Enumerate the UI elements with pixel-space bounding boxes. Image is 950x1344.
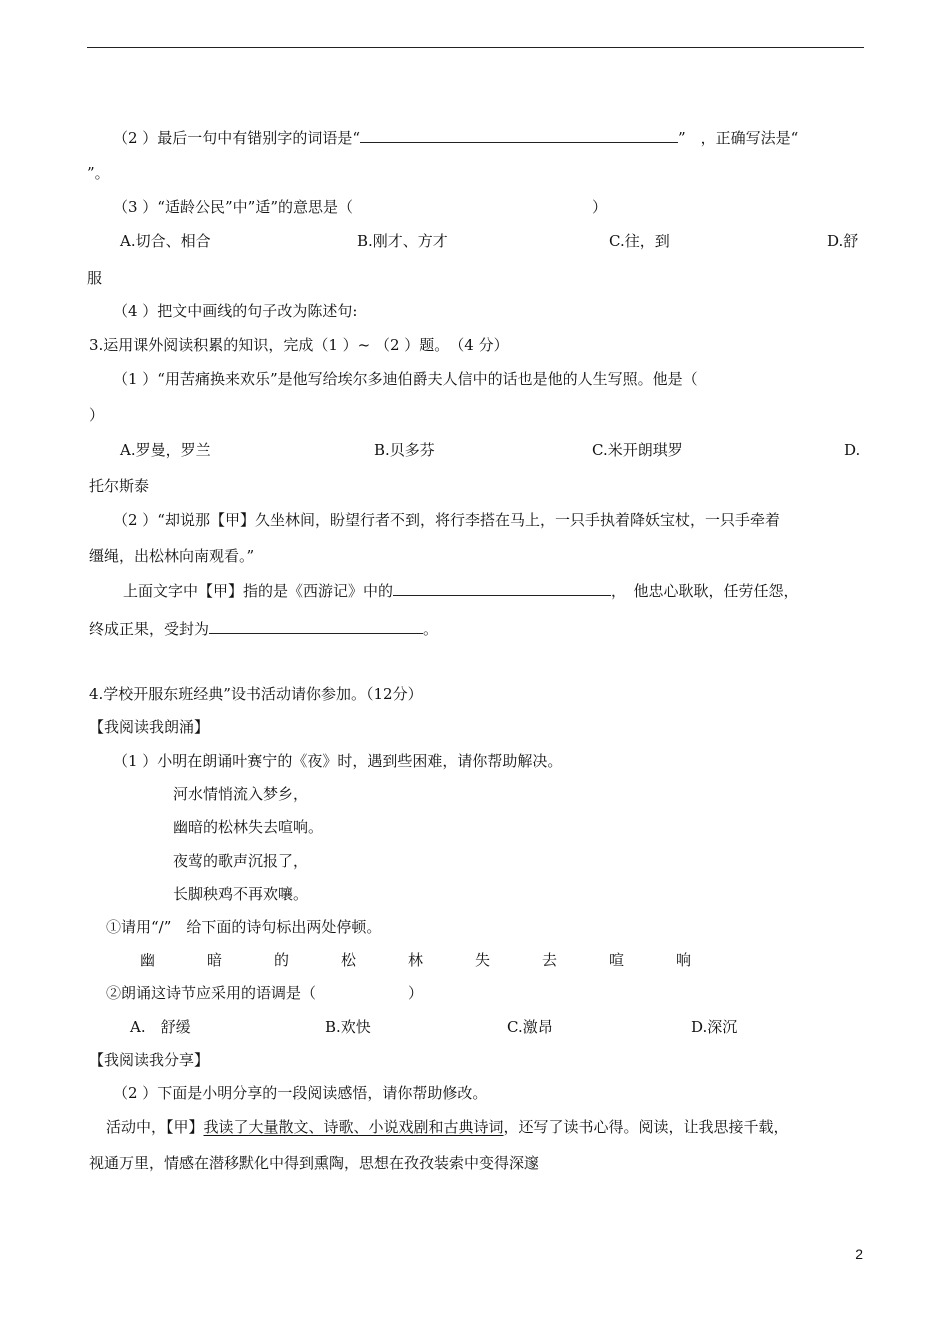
q2-3-close-paren: ） <box>592 198 608 216</box>
q2-3-option-a: A.切合、相合 <box>120 232 211 250</box>
q3-2-answer-blank-1[interactable] <box>393 580 611 596</box>
q4-item-1: ①请用“/” 给下面的诗句标出两处停顿。 <box>106 918 382 936</box>
q3-2-line3-suffix: ， 他忠心耿耿，任劳任怨， <box>611 582 799 600</box>
q4-2-paragraph-line2: 视通万里，情感在潜移默化中得到熏陶，思想在孜孜装索中变得深邃 <box>89 1154 540 1172</box>
q4-title: 4.学校开服东班经典”设书活动请你参加。（12分） <box>89 685 423 703</box>
q3-1-close-paren: ） <box>89 406 105 424</box>
q3-1-option-c: C.米开朗琪罗 <box>592 441 683 459</box>
q4-2-paragraph-line1 <box>106 1117 789 1137</box>
poem-line-3: 夜莺的歌声沉报了， <box>173 852 309 870</box>
header-rule <box>87 47 864 48</box>
q4-option-d: D.深沉 <box>691 1018 738 1036</box>
q3-2-line2: 缰绳，出松林向南观看。” <box>89 547 255 565</box>
q4-section-1-heading: 【我阅读我朗涌】 <box>89 718 210 736</box>
q3-2-line4 <box>89 618 438 639</box>
q4-item-2: ②朗诵这诗节应采用的语调是（ <box>106 984 317 1002</box>
q3-2-line3 <box>123 580 799 601</box>
q4-option-b: B.欢快 <box>325 1018 371 1036</box>
q2-2-middle: ” ，正确写法是“ <box>677 129 799 147</box>
q4-1-question: （1 ）小明在朗诵叶赛宁的《夜》时，遇到些困难，请你帮助解决。 <box>113 752 563 770</box>
poem-char-2[interactable]: 暗 <box>207 951 223 969</box>
q2-2-prefix: （2 ）最后一句中有错别字的词语是“ <box>113 129 360 147</box>
q3-2-line3-prefix: 上面文字中【甲】指的是《西游记》中的 <box>123 582 394 600</box>
q2-3-option-c: C.往，到 <box>609 232 670 250</box>
poem-char-8[interactable]: 喧 <box>609 951 625 969</box>
paragraph-underlined-sentence: 我读了大量散文、诗歌、小说戏剧和古典诗词 <box>203 1118 504 1136</box>
poem-char-4[interactable]: 松 <box>341 951 357 969</box>
q2-3-option-d-cont: 服 <box>87 269 103 287</box>
q2-3-option-b: B.刚才、方才 <box>357 232 448 250</box>
poem-char-7[interactable]: 去 <box>542 951 558 969</box>
q4-option-c: C.激昂 <box>507 1018 553 1036</box>
q2-4-question: （4 ）把文中画线的句子改为陈述句: <box>113 302 358 320</box>
q2-3-question: （3 ）“适龄公民”中”适”的意思是（ <box>113 198 353 216</box>
poem-char-6[interactable]: 失 <box>475 951 491 969</box>
q3-2-answer-blank-2[interactable] <box>209 618 423 634</box>
q2-2-line <box>113 127 798 148</box>
q3-2-line4-prefix: 终成正果，受封为 <box>89 620 210 638</box>
q3-1-option-a: A.罗曼，罗兰 <box>120 441 211 459</box>
q3-1-option-b: B.贝多芬 <box>374 441 435 459</box>
poem-char-5[interactable]: 林 <box>408 951 424 969</box>
q3-1-question: （1 ）“用苦痛换来欢乐”是他写给埃尔多迪伯爵夫人信中的话也是他的人生写照。他是（ <box>113 370 698 388</box>
poem-line-1: 河水情悄流入梦乡， <box>173 785 309 803</box>
paragraph-suffix: ，还写了读书心得。阅读，让我思接千载， <box>503 1118 789 1136</box>
paragraph-prefix: 活动中，【甲】 <box>106 1118 204 1136</box>
poem-line-4: 长脚秧鸡不再欢嚷。 <box>173 885 309 903</box>
q3-1-option-d-cont: 托尔斯泰 <box>89 477 150 495</box>
q2-2-answer-blank[interactable] <box>360 127 678 143</box>
poem-char-3[interactable]: 的 <box>274 951 290 969</box>
q3-title: 3.运用课外阅读积累的知识，完成（1 ）~ （2 ）题。 （4 分） <box>89 336 509 354</box>
poem-char-9[interactable]: 响 <box>676 951 692 969</box>
q2-3-option-d: D.舒 <box>827 232 859 250</box>
q4-option-a: A. 舒缓 <box>130 1018 191 1036</box>
q4-section-2-heading: 【我阅读我分享】 <box>89 1051 210 1069</box>
q4-2-question: （2 ）下面是小明分享的一段阅读感悟，请你帮助修改。 <box>113 1084 488 1102</box>
q3-1-option-d: D. <box>844 441 861 459</box>
q2-2-tail: ”。 <box>87 164 110 182</box>
page-number: 2 <box>855 1246 863 1262</box>
q4-item-2-close-paren: ） <box>408 984 424 1002</box>
poem-line-2: 幽暗的松林失去喧响。 <box>173 818 324 836</box>
q3-2-line4-suffix: 。 <box>423 620 439 638</box>
q3-2-line1: （2 ）“却说那【甲】久坐林间，盼望行者不到，将行李搭在马上，一只手执着降妖宝杖，一只手牵着 <box>113 511 780 529</box>
poem-char-1[interactable]: 幽 <box>140 951 156 969</box>
